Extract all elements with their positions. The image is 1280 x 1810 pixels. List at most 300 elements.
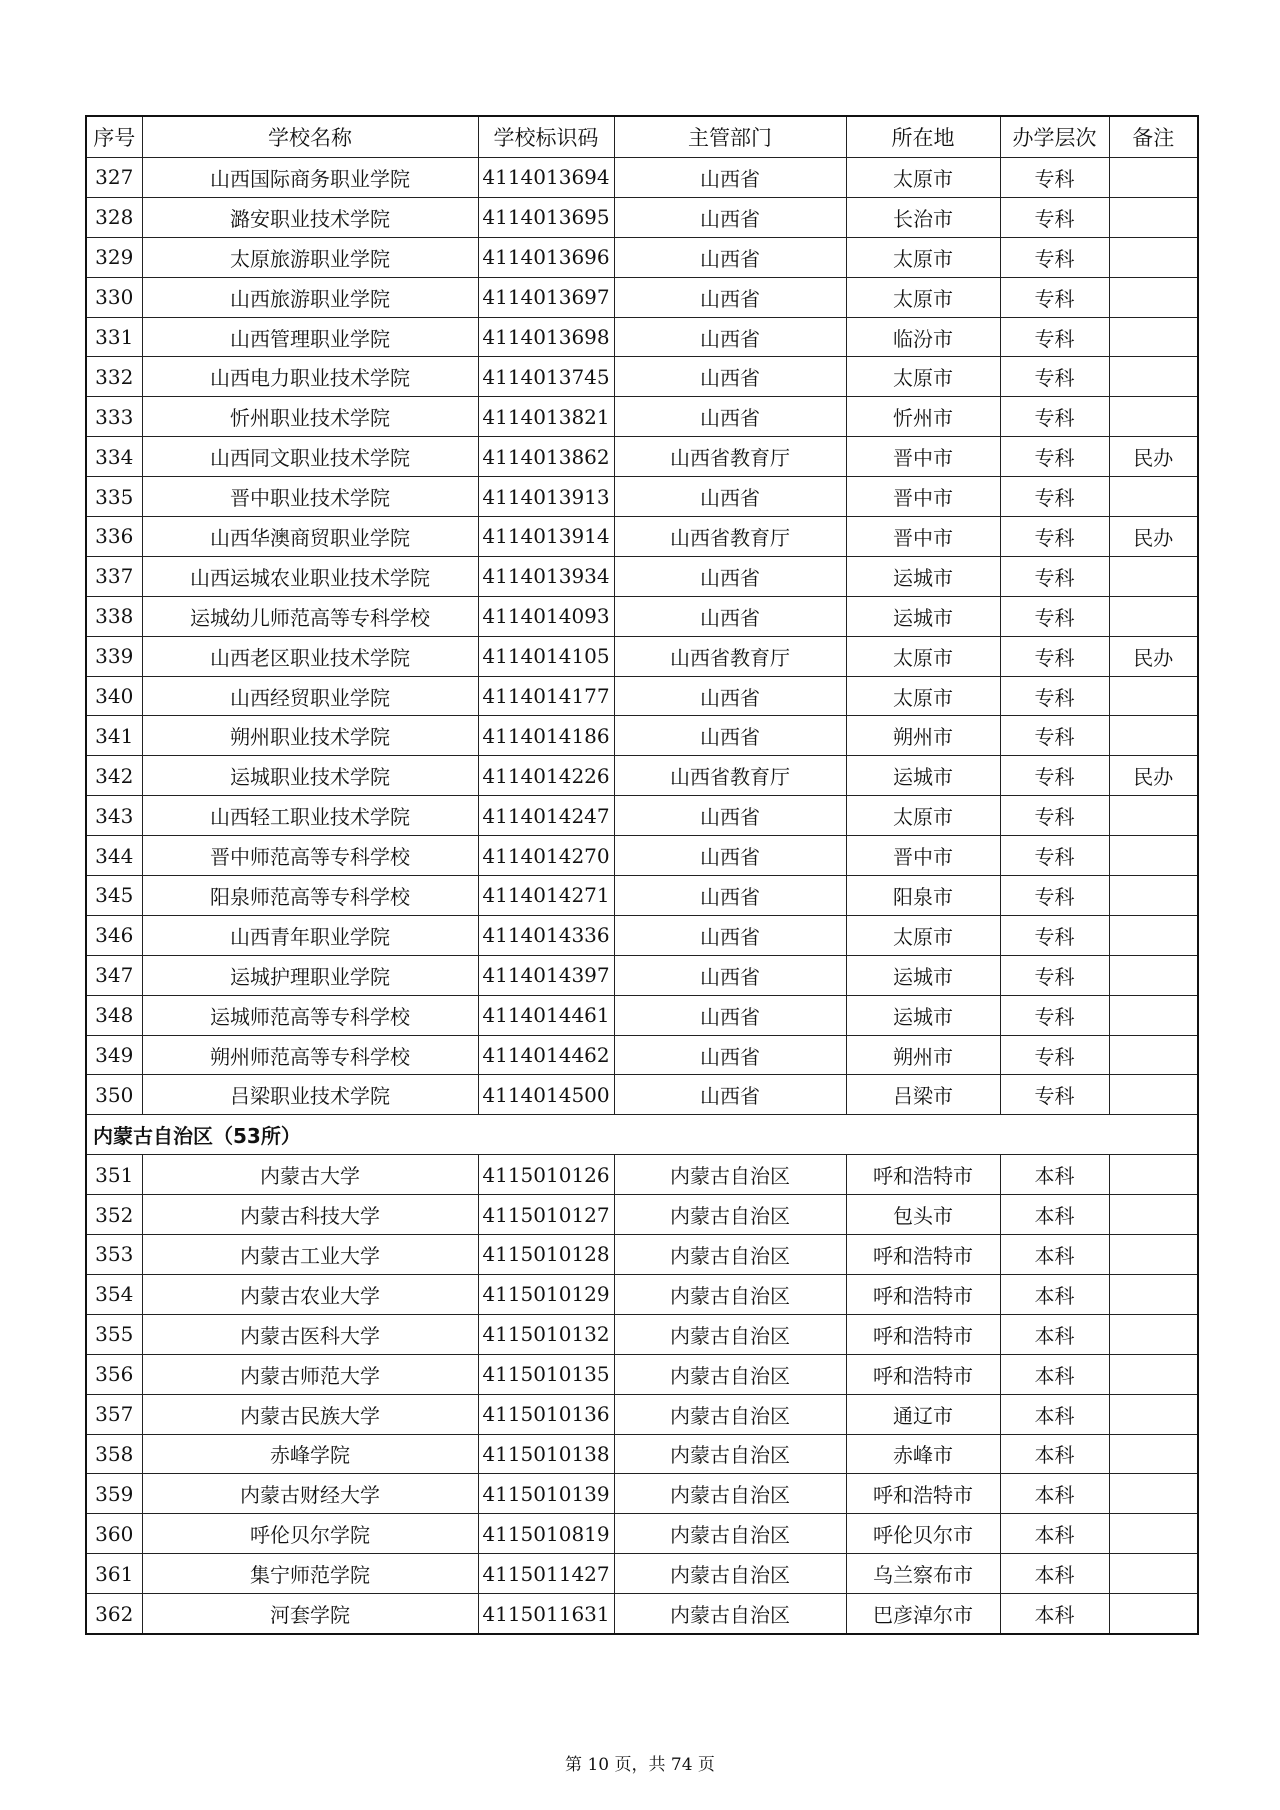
cell-school-name: 内蒙古医科大学 [142, 1314, 478, 1354]
cell-school-code: 4114014462 [478, 1035, 614, 1075]
cell-note: 民办 [1109, 756, 1198, 796]
cell-location: 呼和浩特市 [846, 1155, 1000, 1195]
table-row [86, 237, 1198, 277]
cell-school-name: 内蒙古财经大学 [142, 1474, 478, 1514]
table-row [86, 357, 1198, 397]
cell-school-code: 4115010135 [478, 1354, 614, 1394]
cell-department: 山西省教育厅 [614, 756, 846, 796]
cell-location: 呼和浩特市 [846, 1235, 1000, 1275]
cell-level: 专科 [1000, 756, 1109, 796]
cell-level: 专科 [1000, 955, 1109, 995]
cell-no: 356 [86, 1354, 142, 1394]
header-level: 办学层次 [1000, 116, 1109, 158]
cell-department: 内蒙古自治区 [614, 1195, 846, 1235]
cell-no: 340 [86, 676, 142, 716]
cell-level: 专科 [1000, 237, 1109, 277]
table-row [86, 1235, 1198, 1275]
cell-school-code: 4115010127 [478, 1195, 614, 1235]
cell-note [1109, 1195, 1198, 1235]
section-title: 内蒙古自治区（53所） [86, 1115, 1198, 1155]
cell-department: 山西省 [614, 796, 846, 836]
cell-location: 太原市 [846, 915, 1000, 955]
cell-school-name: 河套学院 [142, 1594, 478, 1634]
cell-department: 内蒙古自治区 [614, 1514, 846, 1554]
table-row [86, 955, 1198, 995]
table-row [86, 676, 1198, 716]
cell-note [1109, 836, 1198, 876]
cell-school-name: 山西国际商务职业学院 [142, 158, 478, 198]
cell-school-code: 4114014247 [478, 796, 614, 836]
cell-level: 专科 [1000, 636, 1109, 676]
cell-note: 民办 [1109, 517, 1198, 557]
cell-no: 339 [86, 636, 142, 676]
cell-school-name: 朔州师范高等专科学校 [142, 1035, 478, 1075]
cell-location: 巴彦淖尔市 [846, 1594, 1000, 1634]
cell-location: 呼和浩特市 [846, 1274, 1000, 1314]
cell-level: 专科 [1000, 676, 1109, 716]
cell-note: 民办 [1109, 636, 1198, 676]
cell-level: 专科 [1000, 836, 1109, 876]
header-note: 备注 [1109, 116, 1198, 158]
cell-note [1109, 1554, 1198, 1594]
cell-department: 山西省 [614, 158, 846, 198]
cell-no: 331 [86, 317, 142, 357]
cell-department: 山西省教育厅 [614, 437, 846, 477]
cell-note [1109, 676, 1198, 716]
cell-school-code: 4114014271 [478, 876, 614, 916]
cell-location: 晋中市 [846, 477, 1000, 517]
table-row [86, 277, 1198, 317]
cell-location: 忻州市 [846, 397, 1000, 437]
cell-no: 346 [86, 915, 142, 955]
cell-department: 山西省 [614, 556, 846, 596]
cell-department: 山西省教育厅 [614, 636, 846, 676]
cell-location: 吕梁市 [846, 1075, 1000, 1115]
cell-department: 山西省 [614, 197, 846, 237]
cell-school-code: 4115010139 [478, 1474, 614, 1514]
cell-school-name: 晋中师范高等专科学校 [142, 836, 478, 876]
cell-department: 山西省 [614, 357, 846, 397]
table-row [86, 915, 1198, 955]
cell-school-code: 4114014186 [478, 716, 614, 756]
cell-level: 专科 [1000, 397, 1109, 437]
cell-school-code: 4114014093 [478, 596, 614, 636]
cell-school-code: 4114014105 [478, 636, 614, 676]
cell-level: 本科 [1000, 1314, 1109, 1354]
cell-level: 专科 [1000, 517, 1109, 557]
cell-level: 专科 [1000, 1075, 1109, 1115]
cell-school-code: 4114014270 [478, 836, 614, 876]
cell-school-code: 4115011427 [478, 1554, 614, 1594]
cell-department: 山西省 [614, 237, 846, 277]
cell-note [1109, 1474, 1198, 1514]
cell-note [1109, 237, 1198, 277]
cell-school-code: 4114014226 [478, 756, 614, 796]
cell-location: 晋中市 [846, 437, 1000, 477]
cell-location: 呼和浩特市 [846, 1354, 1000, 1394]
cell-level: 专科 [1000, 716, 1109, 756]
table-row [86, 397, 1198, 437]
cell-level: 专科 [1000, 277, 1109, 317]
cell-level: 专科 [1000, 796, 1109, 836]
cell-school-code: 4114013745 [478, 357, 614, 397]
cell-location: 呼和浩特市 [846, 1314, 1000, 1354]
cell-school-name: 吕梁职业技术学院 [142, 1075, 478, 1115]
cell-note [1109, 915, 1198, 955]
table-row [86, 1474, 1198, 1514]
cell-no: 362 [86, 1594, 142, 1634]
cell-no: 335 [86, 477, 142, 517]
cell-location: 太原市 [846, 277, 1000, 317]
table-row [86, 1274, 1198, 1314]
cell-department: 内蒙古自治区 [614, 1434, 846, 1474]
cell-level: 专科 [1000, 158, 1109, 198]
table-row [86, 1394, 1198, 1434]
cell-location: 包头市 [846, 1195, 1000, 1235]
table-row [86, 1155, 1198, 1195]
cell-note [1109, 876, 1198, 916]
cell-no: 344 [86, 836, 142, 876]
cell-no: 355 [86, 1314, 142, 1354]
cell-school-name: 山西电力职业技术学院 [142, 357, 478, 397]
cell-school-code: 4115010126 [478, 1155, 614, 1195]
cell-department: 山西省 [614, 836, 846, 876]
cell-department: 山西省 [614, 716, 846, 756]
table-row [86, 1195, 1198, 1235]
cell-level: 本科 [1000, 1235, 1109, 1275]
cell-level: 专科 [1000, 197, 1109, 237]
cell-school-code: 4114013698 [478, 317, 614, 357]
cell-department: 山西省 [614, 955, 846, 995]
cell-school-name: 内蒙古师范大学 [142, 1354, 478, 1394]
cell-location: 朔州市 [846, 716, 1000, 756]
cell-school-code: 4114013862 [478, 437, 614, 477]
section-row [86, 1115, 1198, 1155]
cell-school-code: 4114014336 [478, 915, 614, 955]
cell-level: 本科 [1000, 1354, 1109, 1394]
cell-school-code: 4115011631 [478, 1594, 614, 1634]
cell-note [1109, 1235, 1198, 1275]
cell-location: 临汾市 [846, 317, 1000, 357]
cell-level: 专科 [1000, 915, 1109, 955]
cell-school-code: 4114013696 [478, 237, 614, 277]
header-school-name: 学校名称 [142, 116, 478, 158]
cell-department: 山西省 [614, 596, 846, 636]
cell-location: 运城市 [846, 596, 1000, 636]
cell-location: 运城市 [846, 955, 1000, 995]
cell-no: 360 [86, 1514, 142, 1554]
cell-school-name: 运城师范高等专科学校 [142, 995, 478, 1035]
cell-department: 内蒙古自治区 [614, 1314, 846, 1354]
cell-school-name: 内蒙古民族大学 [142, 1394, 478, 1434]
cell-school-name: 山西旅游职业学院 [142, 277, 478, 317]
cell-school-name: 运城护理职业学院 [142, 955, 478, 995]
cell-level: 专科 [1000, 357, 1109, 397]
cell-department: 山西省 [614, 676, 846, 716]
school-list-table [85, 115, 1199, 1635]
cell-school-code: 4114013914 [478, 517, 614, 557]
cell-school-name: 山西青年职业学院 [142, 915, 478, 955]
cell-no: 330 [86, 277, 142, 317]
cell-level: 本科 [1000, 1274, 1109, 1314]
cell-school-code: 4114014177 [478, 676, 614, 716]
cell-no: 332 [86, 357, 142, 397]
cell-note [1109, 1354, 1198, 1394]
cell-no: 345 [86, 876, 142, 916]
cell-location: 朔州市 [846, 1035, 1000, 1075]
cell-school-code: 4114013697 [478, 277, 614, 317]
cell-level: 专科 [1000, 1035, 1109, 1075]
header-location: 所在地 [846, 116, 1000, 158]
cell-note [1109, 317, 1198, 357]
cell-no: 354 [86, 1274, 142, 1314]
cell-department: 山西省 [614, 915, 846, 955]
cell-school-code: 4115010132 [478, 1314, 614, 1354]
cell-note [1109, 1314, 1198, 1354]
cell-location: 太原市 [846, 796, 1000, 836]
cell-location: 晋中市 [846, 517, 1000, 557]
cell-school-name: 呼伦贝尔学院 [142, 1514, 478, 1554]
cell-school-code: 4115010128 [478, 1235, 614, 1275]
table-row [86, 1354, 1198, 1394]
cell-no: 338 [86, 596, 142, 636]
cell-school-name: 朔州职业技术学院 [142, 716, 478, 756]
cell-school-code: 4115010138 [478, 1434, 614, 1474]
cell-no: 328 [86, 197, 142, 237]
cell-school-name: 晋中职业技术学院 [142, 477, 478, 517]
table-row [86, 317, 1198, 357]
cell-location: 呼和浩特市 [846, 1474, 1000, 1514]
cell-department: 山西省 [614, 397, 846, 437]
cell-department: 内蒙古自治区 [614, 1554, 846, 1594]
cell-no: 352 [86, 1195, 142, 1235]
cell-school-code: 4114013934 [478, 556, 614, 596]
table-row [86, 876, 1198, 916]
cell-department: 山西省 [614, 317, 846, 357]
cell-note [1109, 1075, 1198, 1115]
cell-note [1109, 1035, 1198, 1075]
cell-department: 内蒙古自治区 [614, 1594, 846, 1634]
cell-note: 民办 [1109, 437, 1198, 477]
cell-location: 太原市 [846, 237, 1000, 277]
cell-note [1109, 1274, 1198, 1314]
cell-location: 运城市 [846, 995, 1000, 1035]
cell-department: 内蒙古自治区 [614, 1474, 846, 1514]
cell-level: 专科 [1000, 596, 1109, 636]
cell-location: 呼伦贝尔市 [846, 1514, 1000, 1554]
cell-school-code: 4114014500 [478, 1075, 614, 1115]
table-row [86, 197, 1198, 237]
cell-department: 山西省 [614, 1075, 846, 1115]
cell-level: 本科 [1000, 1474, 1109, 1514]
cell-note [1109, 556, 1198, 596]
cell-note [1109, 397, 1198, 437]
cell-no: 350 [86, 1075, 142, 1115]
cell-no: 327 [86, 158, 142, 198]
table-row [86, 1514, 1198, 1554]
cell-level: 专科 [1000, 437, 1109, 477]
table-row [86, 1434, 1198, 1474]
cell-school-name: 山西老区职业技术学院 [142, 636, 478, 676]
cell-school-name: 忻州职业技术学院 [142, 397, 478, 437]
cell-department: 山西省 [614, 995, 846, 1035]
cell-note [1109, 197, 1198, 237]
table-row [86, 636, 1198, 676]
cell-department: 山西省 [614, 477, 846, 517]
cell-note [1109, 1394, 1198, 1434]
cell-no: 349 [86, 1035, 142, 1075]
cell-note [1109, 796, 1198, 836]
cell-school-name: 赤峰学院 [142, 1434, 478, 1474]
table-row [86, 596, 1198, 636]
cell-no: 336 [86, 517, 142, 557]
cell-school-name: 集宁师范学院 [142, 1554, 478, 1594]
table-body [86, 158, 1198, 1634]
table-row [86, 756, 1198, 796]
cell-no: 353 [86, 1235, 142, 1275]
cell-department: 内蒙古自治区 [614, 1274, 846, 1314]
cell-location: 运城市 [846, 556, 1000, 596]
cell-school-code: 4114014461 [478, 995, 614, 1035]
cell-no: 357 [86, 1394, 142, 1434]
table-row [86, 1594, 1198, 1634]
cell-no: 343 [86, 796, 142, 836]
cell-level: 专科 [1000, 317, 1109, 357]
cell-school-name: 阳泉师范高等专科学校 [142, 876, 478, 916]
cell-department: 山西省教育厅 [614, 517, 846, 557]
table-row [86, 1554, 1198, 1594]
cell-location: 太原市 [846, 636, 1000, 676]
table-row [86, 1035, 1198, 1075]
cell-school-code: 4114014397 [478, 955, 614, 995]
cell-note [1109, 477, 1198, 517]
cell-location: 通辽市 [846, 1394, 1000, 1434]
cell-school-name: 内蒙古科技大学 [142, 1195, 478, 1235]
table-header-row [86, 116, 1198, 158]
cell-school-name: 内蒙古工业大学 [142, 1235, 478, 1275]
cell-level: 本科 [1000, 1594, 1109, 1634]
cell-school-code: 4114013695 [478, 197, 614, 237]
cell-school-name: 山西管理职业学院 [142, 317, 478, 357]
cell-level: 本科 [1000, 1195, 1109, 1235]
cell-school-code: 4114013913 [478, 477, 614, 517]
cell-school-code: 4115010819 [478, 1514, 614, 1554]
cell-note [1109, 1514, 1198, 1554]
cell-location: 赤峰市 [846, 1434, 1000, 1474]
cell-department: 内蒙古自治区 [614, 1155, 846, 1195]
cell-note [1109, 716, 1198, 756]
cell-level: 专科 [1000, 556, 1109, 596]
cell-no: 333 [86, 397, 142, 437]
cell-school-name: 潞安职业技术学院 [142, 197, 478, 237]
cell-no: 341 [86, 716, 142, 756]
header-school-code: 学校标识码 [478, 116, 614, 158]
table-row [86, 1075, 1198, 1115]
cell-school-name: 太原旅游职业学院 [142, 237, 478, 277]
cell-no: 337 [86, 556, 142, 596]
cell-note [1109, 955, 1198, 995]
cell-note [1109, 596, 1198, 636]
cell-note [1109, 1434, 1198, 1474]
cell-no: 342 [86, 756, 142, 796]
cell-no: 359 [86, 1474, 142, 1514]
cell-school-name: 内蒙古农业大学 [142, 1274, 478, 1314]
cell-no: 358 [86, 1434, 142, 1474]
cell-department: 内蒙古自治区 [614, 1354, 846, 1394]
table-row [86, 995, 1198, 1035]
cell-level: 专科 [1000, 876, 1109, 916]
cell-school-name: 山西经贸职业学院 [142, 676, 478, 716]
cell-department: 内蒙古自治区 [614, 1235, 846, 1275]
cell-department: 山西省 [614, 1035, 846, 1075]
table-row [86, 437, 1198, 477]
cell-note [1109, 158, 1198, 198]
cell-level: 本科 [1000, 1394, 1109, 1434]
cell-school-code: 4115010136 [478, 1394, 614, 1434]
cell-school-name: 山西运城农业职业技术学院 [142, 556, 478, 596]
cell-no: 329 [86, 237, 142, 277]
cell-location: 太原市 [846, 676, 1000, 716]
header-department: 主管部门 [614, 116, 846, 158]
cell-location: 阳泉市 [846, 876, 1000, 916]
cell-level: 本科 [1000, 1434, 1109, 1474]
cell-school-code: 4114013694 [478, 158, 614, 198]
cell-no: 348 [86, 995, 142, 1035]
cell-level: 专科 [1000, 477, 1109, 517]
cell-department: 山西省 [614, 876, 846, 916]
cell-no: 361 [86, 1554, 142, 1594]
table-row [86, 1314, 1198, 1354]
table-row [86, 556, 1198, 596]
table-row [86, 716, 1198, 756]
cell-level: 本科 [1000, 1514, 1109, 1554]
cell-school-code: 4114013821 [478, 397, 614, 437]
cell-school-name: 山西同文职业技术学院 [142, 437, 478, 477]
cell-department: 内蒙古自治区 [614, 1394, 846, 1434]
cell-note [1109, 277, 1198, 317]
cell-location: 太原市 [846, 357, 1000, 397]
cell-level: 本科 [1000, 1554, 1109, 1594]
table-row [86, 517, 1198, 557]
header-no: 序号 [86, 116, 142, 158]
cell-school-name: 山西华澳商贸职业学院 [142, 517, 478, 557]
cell-note [1109, 357, 1198, 397]
cell-note [1109, 995, 1198, 1035]
cell-no: 334 [86, 437, 142, 477]
cell-school-name: 运城幼儿师范高等专科学校 [142, 596, 478, 636]
cell-level: 本科 [1000, 1155, 1109, 1195]
cell-no: 347 [86, 955, 142, 995]
cell-location: 太原市 [846, 158, 1000, 198]
cell-school-name: 内蒙古大学 [142, 1155, 478, 1195]
page-footer: 第 10 页，共 74 页 [565, 1755, 715, 1775]
cell-note [1109, 1155, 1198, 1195]
cell-level: 专科 [1000, 995, 1109, 1035]
cell-school-code: 4115010129 [478, 1274, 614, 1314]
cell-location: 长治市 [846, 197, 1000, 237]
cell-location: 晋中市 [846, 836, 1000, 876]
cell-location: 乌兰察布市 [846, 1554, 1000, 1594]
cell-note [1109, 1594, 1198, 1634]
cell-no: 351 [86, 1155, 142, 1195]
cell-school-name: 山西轻工职业技术学院 [142, 796, 478, 836]
table-row [86, 836, 1198, 876]
cell-department: 山西省 [614, 277, 846, 317]
table-row [86, 477, 1198, 517]
table-row [86, 158, 1198, 198]
table-row [86, 796, 1198, 836]
cell-location: 运城市 [846, 756, 1000, 796]
